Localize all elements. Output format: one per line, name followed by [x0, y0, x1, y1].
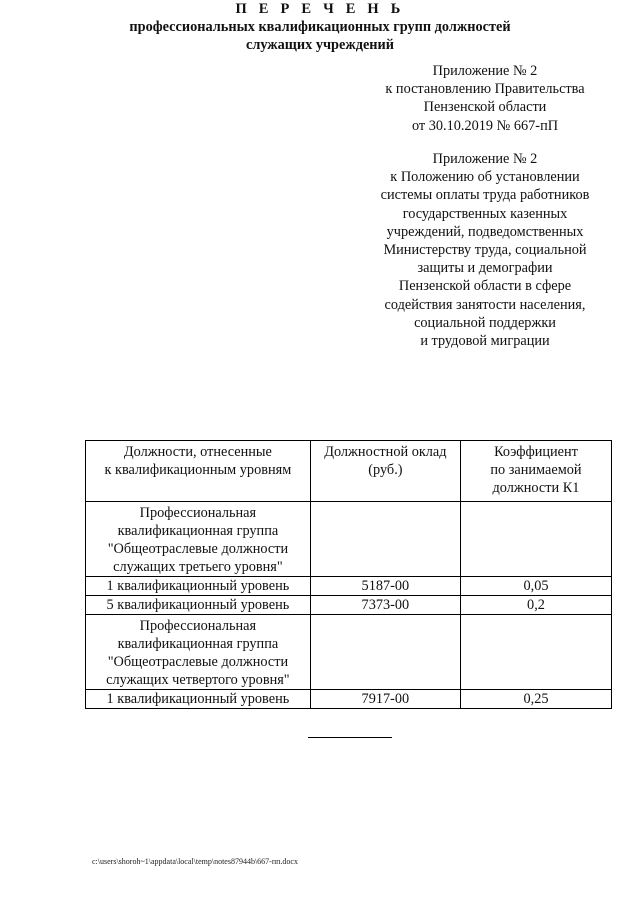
group-title-row [86, 502, 612, 577]
appendix-line: Приложение № 2 [432, 151, 538, 167]
appendix-line: от 30.10.2019 № 667-пП [411, 117, 559, 134]
coefficient-cell: 0,05 [460, 577, 611, 596]
group-title-cell: Профессиональная квалификационная группа "Общеотраслевые должности служащих четвертого уровня" [86, 615, 311, 690]
appendix-line: Пензенской области [423, 99, 547, 116]
level-cell: 1 квалификационный уровень [86, 577, 311, 596]
appendix-line: к Положению об установлении [390, 169, 580, 186]
empty-cell [460, 502, 611, 577]
table-row [86, 577, 612, 596]
appendix-line: и трудовой миграции [420, 333, 550, 350]
level-cell: 5 квалификационный уровень [86, 596, 311, 615]
document-subtitle-line: служащих учреждений [245, 37, 395, 53]
document-heading [0, 0, 640, 54]
table-row [86, 596, 612, 615]
appendix-line: содействия занятости населения, [384, 296, 586, 313]
group-title-row [86, 615, 612, 690]
empty-cell [460, 615, 611, 690]
file-path-footer: c:\users\shoroh~1\appdata\local\temp\notes87944b\667-пп.docx [92, 857, 298, 866]
appendix-line: государственных казенных [402, 205, 568, 222]
column-header-coefficient: Коэффициент по занимаемой должности К1 [460, 441, 611, 502]
salary-cell: 7373-00 [310, 596, 460, 615]
coefficient-cell: 0,2 [460, 596, 611, 615]
appendix-line: учреждений, подведомственных [386, 223, 584, 240]
empty-cell [310, 615, 460, 690]
column-header-positions: Должности, отнесенные к квалификационным уровням [86, 441, 311, 502]
coefficient-cell: 0,25 [460, 690, 611, 709]
document-title: П Е Р Е Ч Е Н Ь [235, 1, 405, 17]
appendix-line: Пензенской области в сфере [398, 278, 572, 295]
empty-cell [310, 502, 460, 577]
appendix-regulation-reference [350, 150, 620, 350]
qualification-groups-table [85, 440, 612, 709]
appendix-line: защиты и демографии [417, 260, 553, 277]
separator-line [308, 737, 392, 738]
appendix-line: Министерству труда, социальной [383, 242, 587, 259]
appendix-line: к постановлению Правительства [385, 81, 585, 98]
table-header-row [86, 441, 612, 502]
table-row [86, 690, 612, 709]
document-subtitle-line: профессиональных квалификационных групп должностей [129, 19, 511, 35]
salary-cell: 5187-00 [310, 577, 460, 596]
appendix-line: системы оплаты труда работников [380, 187, 590, 204]
appendix-line: социальной поддержки [414, 314, 556, 331]
salary-cell: 7917-00 [310, 690, 460, 709]
column-header-salary: Должностной оклад (руб.) [310, 441, 460, 502]
level-cell: 1 квалификационный уровень [86, 690, 311, 709]
group-title-cell: Профессиональная квалификационная группа "Общеотраслевые должности служащих третьего уровня" [86, 502, 311, 577]
appendix-decree-reference [350, 62, 620, 135]
appendix-line: Приложение № 2 [432, 63, 538, 79]
